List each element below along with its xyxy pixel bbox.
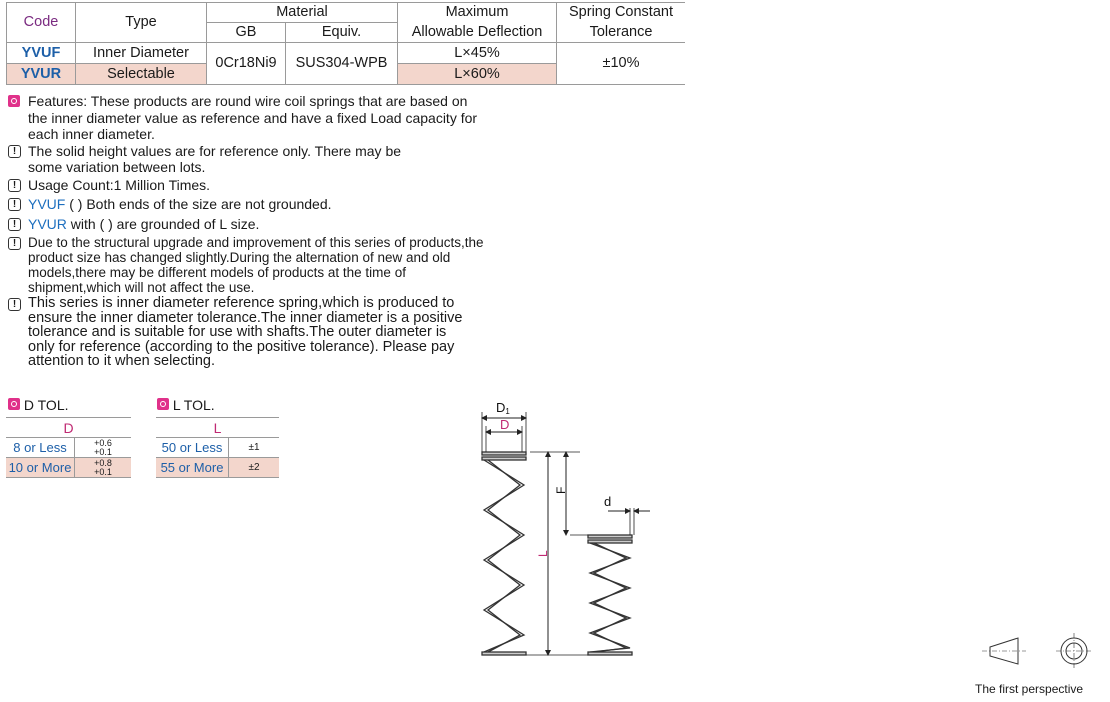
d-tol-row-value: +0.8 +0.1: [75, 458, 132, 478]
deflection-cell-2: L×60%: [398, 64, 557, 85]
code-cell-yvur: YVUR: [7, 64, 76, 85]
d-tol-row-label: 10 or More: [6, 458, 75, 478]
d-tol-table: [6, 417, 131, 478]
warning-icon: !: [8, 237, 21, 250]
tolerance-header-2: Tolerance: [557, 23, 686, 43]
l-label: L: [536, 550, 550, 557]
max-deflection-header: Maximum: [398, 3, 557, 23]
type-header: Type: [76, 3, 207, 43]
l-tol-row-label: 50 or Less: [156, 438, 229, 458]
warning-icon: !: [8, 298, 21, 311]
note-yvur: ! YVUR with ( ) are grounded of L size.: [8, 216, 488, 233]
wire-d-label: d: [604, 494, 612, 509]
feature-icon: [8, 398, 20, 410]
d1-label: D1: [496, 400, 510, 416]
warning-icon: !: [8, 145, 21, 158]
note-upgrade: ! Due to the structural upgrade and improvement of this series of products,the product size has changed slightly.During the alternation of new and old models,there may be different models of products at the time of shipment,which will not affect the use.: [8, 235, 488, 295]
note-solid-height: ! The solid height values are for reference only. There may be some variation between lots.: [8, 143, 428, 176]
feature-icon: [157, 398, 169, 410]
deflection-cell-1: L×45%: [398, 43, 557, 64]
l-tol-table: [156, 417, 279, 478]
d-label: D: [500, 417, 510, 432]
note-features: Features: These products are round wire coil springs that are based on the inner diameter value as reference and have a fixed Load capacity for each inner diameter.: [8, 93, 488, 143]
warning-icon: !: [8, 198, 21, 211]
l-tol-title: L TOL.: [157, 397, 215, 413]
l-tol-header: L: [156, 418, 279, 438]
material-header: Material: [207, 3, 398, 23]
warning-icon: !: [8, 218, 21, 231]
spring-diagram: [470, 390, 660, 665]
d-tol-title: D TOL.: [8, 397, 69, 413]
feature-icon: [8, 95, 20, 107]
d-tol-row-value: +0.6 +0.1: [75, 438, 132, 458]
gb-header: GB: [207, 23, 286, 43]
l-tol-row-value: ±1: [229, 438, 280, 458]
l-tol-row-value: ±2: [229, 458, 280, 478]
notes-list: [8, 93, 488, 369]
code-cell-yvuf: YVUF: [7, 43, 76, 64]
spec-table: [6, 2, 685, 85]
equiv-header: Equiv.: [286, 23, 398, 43]
gb-value: 0Cr18Ni9: [207, 43, 286, 85]
d-tol-header: D: [6, 418, 131, 438]
note-usage: ! Usage Count:1 Million Times.: [8, 177, 488, 194]
type-cell-2: Selectable: [76, 64, 207, 85]
projection-icon: [980, 632, 1100, 672]
code-header: Code: [7, 3, 76, 43]
max-deflection-header-2: Allowable Deflection: [398, 23, 557, 43]
equiv-value: SUS304-WPB: [286, 43, 398, 85]
note-yvuf: ! YVUF ( ) Both ends of the size are not grounded.: [8, 196, 488, 213]
compressed-spring-icon: [588, 535, 632, 655]
d-tol-row-label: 8 or Less: [6, 438, 75, 458]
perspective-label: The first perspective: [975, 682, 1084, 696]
free-spring-icon: [482, 452, 526, 655]
tolerance-header: Spring Constant: [557, 3, 686, 23]
type-cell-1: Inner Diameter: [76, 43, 207, 64]
warning-icon: !: [8, 179, 21, 192]
f-label: F: [554, 486, 568, 494]
tolerance-value: ±10%: [557, 43, 686, 85]
l-tol-row-label: 55 or More: [156, 458, 229, 478]
note-inner-diameter: ! This series is inner diameter reference spring,which is produced to ensure the inner diameter tolerance.The inner diameter is a positive tolerance and is suitable for use with shafts.The outer diameter is only for reference (according to the positive tolerance). Please pay attention to it when selecting.: [8, 296, 473, 369]
